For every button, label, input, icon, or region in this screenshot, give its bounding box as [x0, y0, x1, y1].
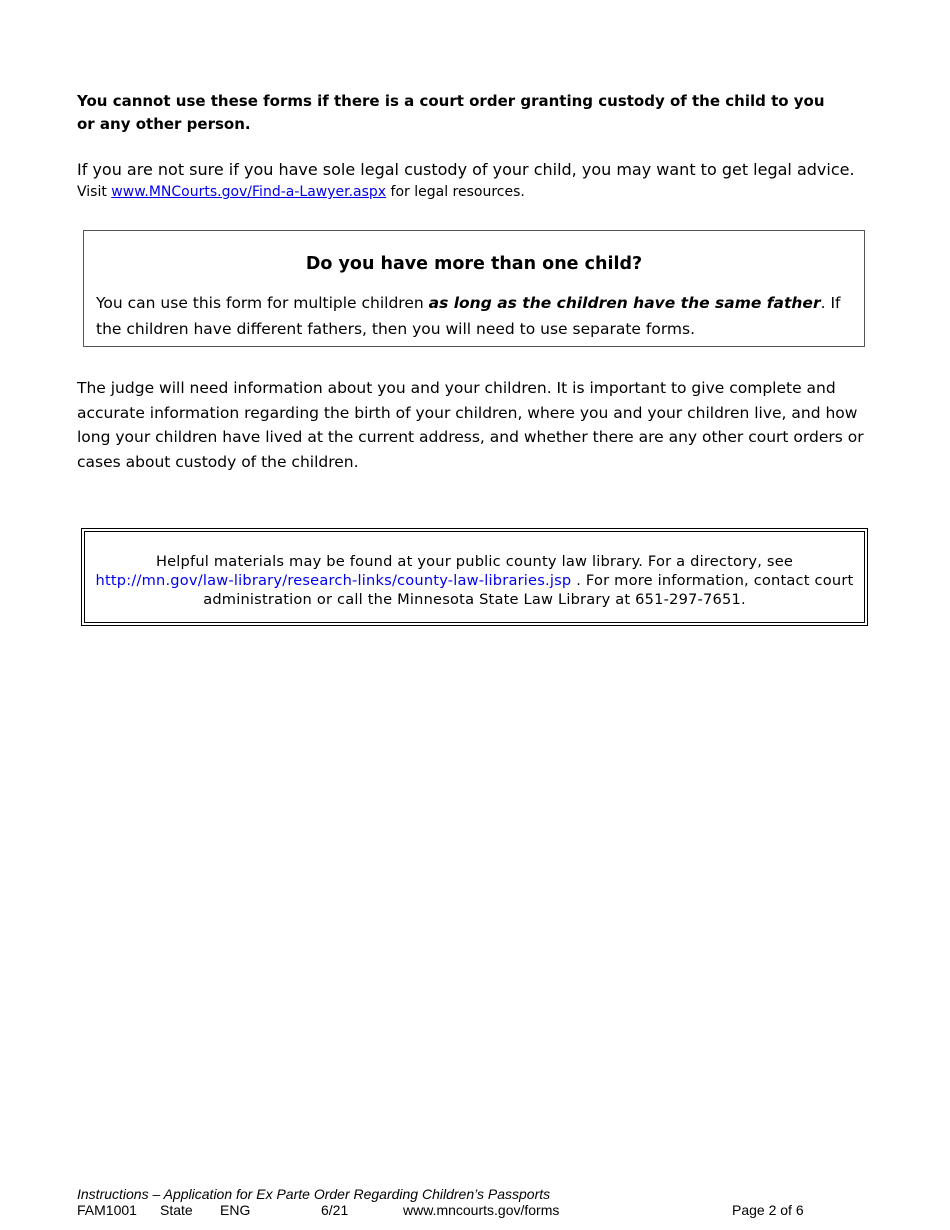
footer-meta-row [77, 1202, 817, 1219]
footer-title: Instructions – Application for Ex Parte Order Regarding Children’s Passports [77, 1186, 551, 1202]
law-library-box [81, 528, 868, 626]
same-father-emphasis: as long as the children have the same father [428, 294, 821, 312]
jurisdiction: State [160, 1202, 193, 1218]
children-text-after: . If the children have different fathers, then you will need to use separate forms. [96, 294, 841, 338]
custody-warning: You cannot use these forms if there is a court order granting custody of the child to you or any other person. [77, 92, 825, 133]
page-number: Page 2 of 6 [732, 1202, 804, 1218]
multiple-children-text [96, 290, 852, 342]
children-text-before: You can use this form for multiple children [96, 294, 429, 312]
page-footer [77, 1186, 817, 1219]
legal-advice-text: If you are not sure if you have sole legal custody of your child, you may want to get legal advice. [77, 160, 855, 179]
judge-information-paragraph: The judge will need information about you and your children. It is important to give complete and accurate information regarding the birth of your children, where you and your children live, and how long your children have lived at the current address, and whether there are any other court orders or cases about custody of the children. [77, 379, 864, 471]
form-code: FAM1001 [77, 1202, 137, 1218]
library-text-after: . For more information, contact court administration or call the Minnesota State Law Library at 651-297-7651. [203, 572, 854, 608]
language: ENG [220, 1202, 251, 1218]
multiple-children-box [83, 230, 865, 347]
county-law-libraries-link[interactable]: http://mn.gov/law-library/research-links/county-law-libraries.jsp [95, 572, 572, 589]
forms-website: www.mncourts.gov/forms [403, 1202, 560, 1218]
visit-prefix: Visit [77, 184, 112, 200]
form-date: 6/21 [321, 1202, 349, 1218]
find-a-lawyer-link[interactable]: www.MNCourts.gov/Find-a-Lawyer.aspx [111, 184, 387, 200]
legal-resources-line [77, 182, 877, 202]
legal-advice-section [77, 158, 877, 202]
library-text-before: Helpful materials may be found at your public county law library. For a directory, see [155, 553, 794, 570]
multiple-children-heading: Do you have more than one child? [305, 254, 643, 274]
visit-suffix: for legal resources. [386, 184, 525, 200]
law-library-text [85, 552, 864, 609]
